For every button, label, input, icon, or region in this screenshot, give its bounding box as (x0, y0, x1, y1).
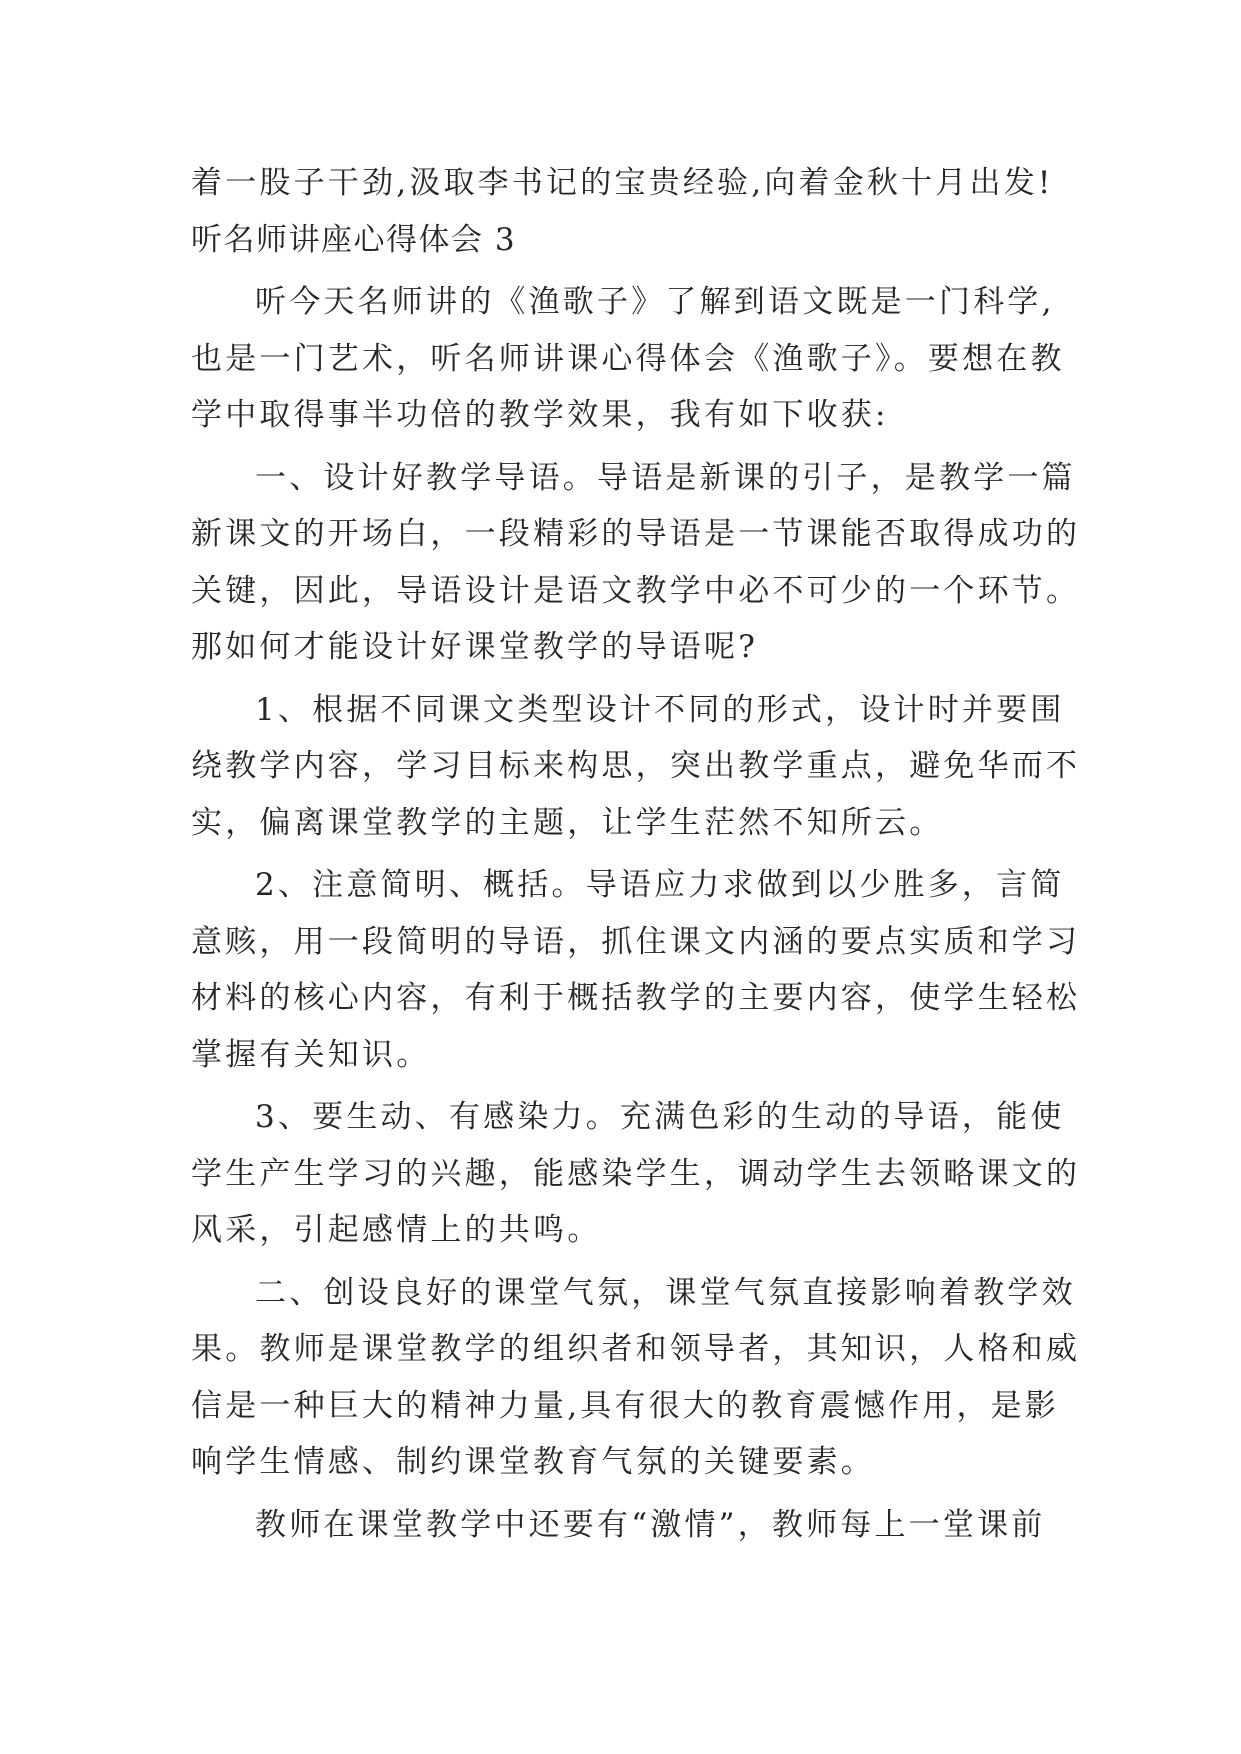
paragraph-line: 听今天名师讲的《渔歌子》了解到语文既是一门科学, (255, 284, 1055, 320)
paragraph-line: 学生产生学习的兴趣，能感染学生，调动学生去领略课文的 (191, 1155, 1081, 1192)
paragraph-line: 果。教师是课堂教学的组织者和领导者，其知识，人格和威 (191, 1331, 1081, 1367)
paragraph-line: 关键，因此，导语设计是语文教学中必不可少的一个环节。 (191, 572, 1081, 609)
paragraph-line: 那如何才能设计好课堂教学的导语呢? (191, 629, 759, 665)
paragraph-line: 信是一种巨大的精神力量,具有很大的教育震憾作用，是影 (191, 1387, 1060, 1424)
paragraph (191, 450, 1081, 676)
paragraph (191, 1497, 1071, 1554)
paragraph-line: 实，偏离课堂教学的主题，让学生茫然不知所云。 (191, 804, 944, 841)
paragraph-line: 风采，引起感情上的共鸣。 (191, 1212, 602, 1248)
paragraph-line: 响学生情感、制约课堂教育气氛的关键要素。 (191, 1444, 875, 1480)
paragraph-line: 二、创设良好的课堂气氛，课堂气氛直接影响着教学效 (255, 1274, 1076, 1311)
document-body (191, 155, 1081, 1559)
paragraph (191, 274, 1071, 444)
paragraph-line: 绕教学内容，学习目标来构思，突出教学重点，避免华而不 (191, 748, 1081, 784)
paragraph-line: 新课文的开场白，一段精彩的导语是一节课能否取得成功的 (191, 516, 1081, 552)
paragraph-line: 2、注意简明、概括。导语应力求做到以少胜多，言简 (255, 867, 1065, 903)
paragraph-line: 学中取得事半功倍的教学效果，我有如下收获: (191, 397, 889, 433)
section-heading: 听名师讲座心得体会 3 (191, 221, 517, 258)
continuation-line: 着一股子干劲,汲取李书记的宝贵经验,向着金秋十月出发! (191, 165, 1054, 201)
paragraph-line: 也是一门艺术，听名师讲课心得体会《渔歌子》。要想在教 (191, 340, 1065, 377)
paragraph (191, 857, 1081, 1083)
paragraph-line: 意赅，用一段简明的导语，抓住课文内涵的要点实质和学习 (191, 923, 1081, 960)
paragraph (191, 1265, 1081, 1491)
paragraph (191, 682, 1081, 852)
paragraph (191, 1089, 1081, 1259)
paragraph-line: 1、根据不同课文类型设计不同的形式，设计时并要围 (255, 691, 1065, 728)
paragraph-line: 掌握有关知识。 (191, 1036, 431, 1073)
paragraph-line: 教师在课堂教学中还要有“激情”，教师每上一堂课前 (255, 1506, 1046, 1543)
paragraph-line: 一、设计好教学导语。导语是新课的引子，是教学一篇 (255, 459, 1076, 496)
paragraph-line: 3、要生动、有感染力。充满色彩的生动的导语，能使 (255, 1099, 1065, 1135)
paragraph-line: 材料的核心内容，有利于概括教学的主要内容，使学生轻松 (191, 980, 1081, 1016)
